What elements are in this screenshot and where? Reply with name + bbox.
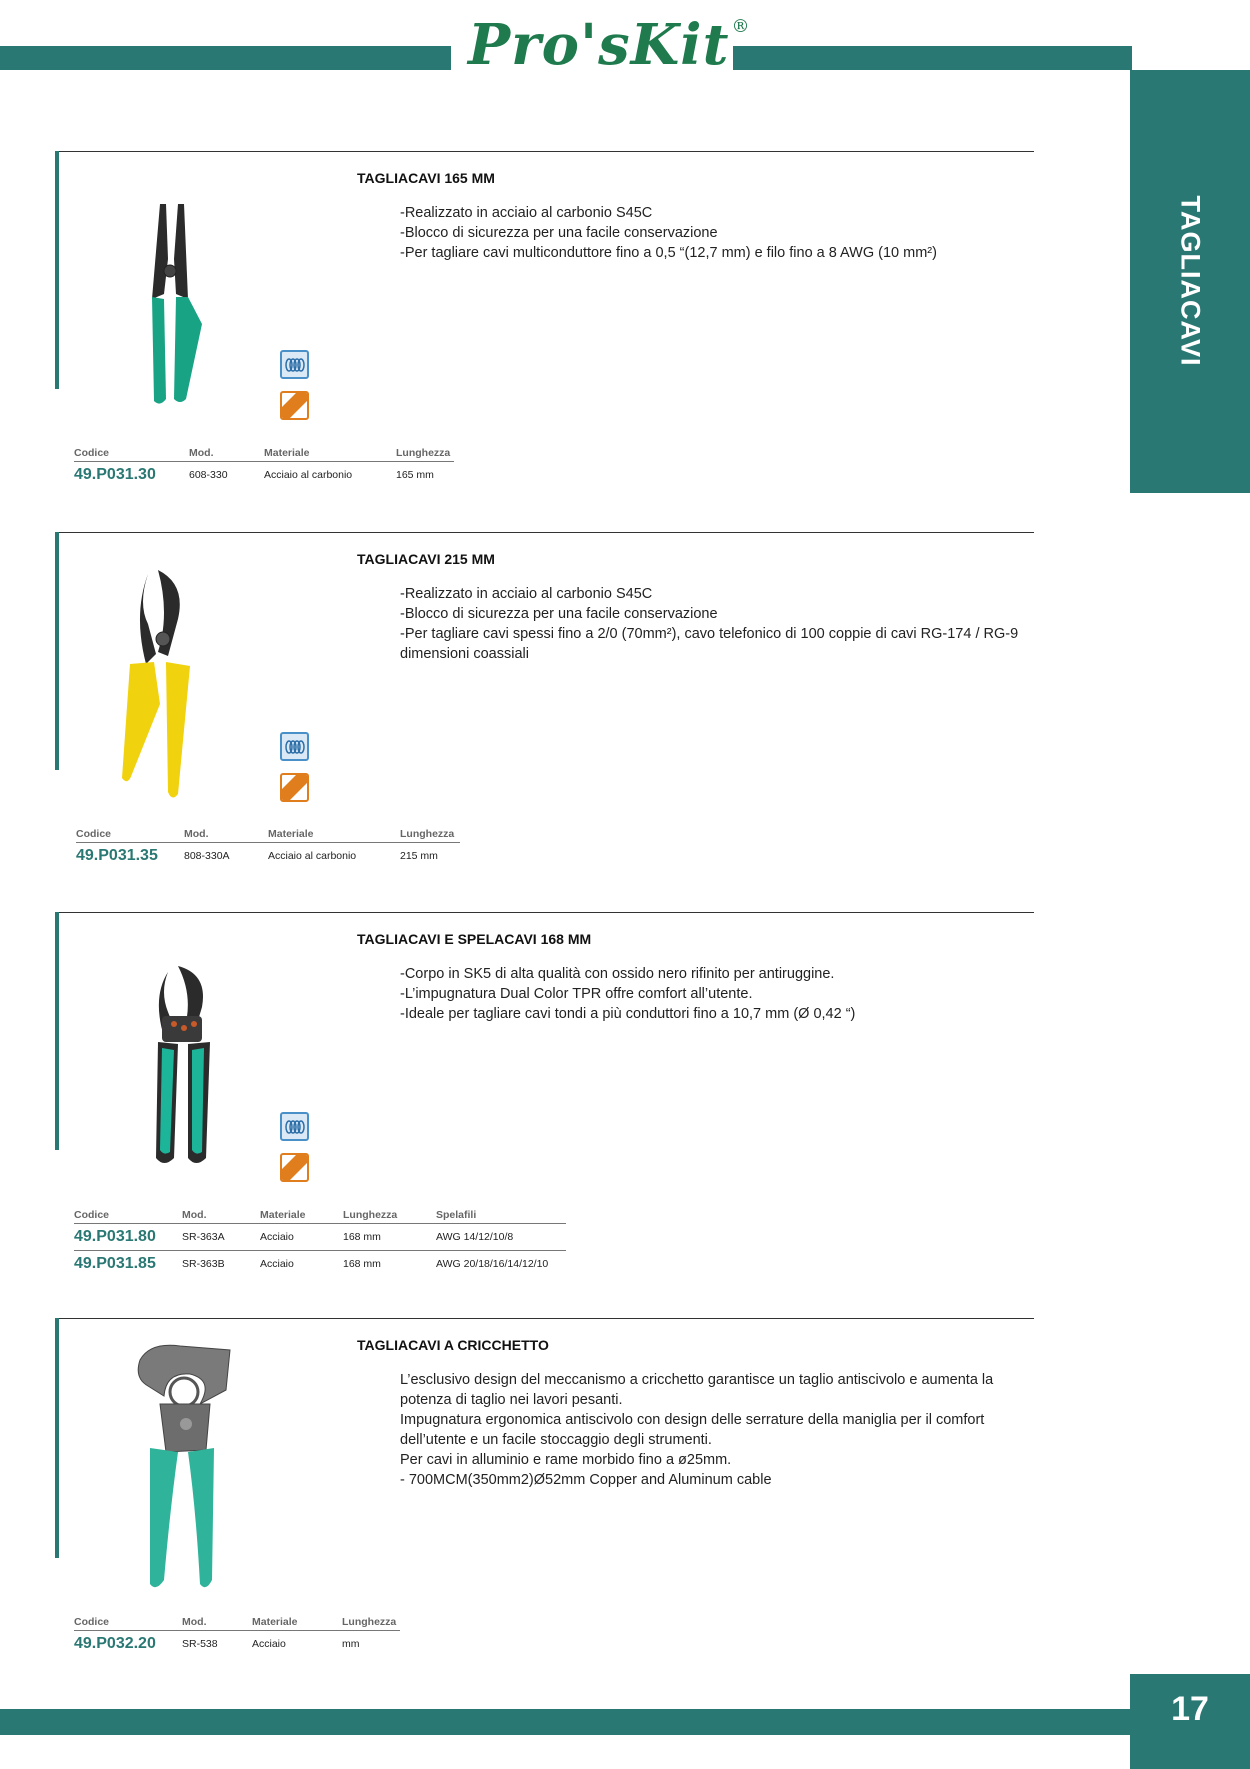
product-section [0,1318,1130,1688]
spec-header-row [76,828,460,843]
col-header-material: Materiale [260,1209,343,1224]
col-header-code: Codice [74,447,189,462]
feature-item: Impugnatura ergonomica antiscivolo con design delle serrature della maniglia per il comfort dell’utente e un facile stoccaggio degli strumenti. [400,1412,985,1448]
table-row [74,1251,566,1278]
col-header-stripper: Spelafili [436,1209,566,1224]
col-header-material: Materiale [252,1616,342,1631]
feature-list [400,1370,1030,1490]
spec-header-row [74,1616,400,1631]
spec-table [76,828,460,869]
product-section [0,912,1130,1282]
material-icon [280,391,309,420]
material-cell: Acciaio [252,1638,286,1650]
page-number: 17 [1171,1690,1209,1728]
cable-cut-icon [280,1112,309,1141]
product-title: TAGLIACAVI 165 MM [357,170,495,186]
col-header-length: Lunghezza [342,1616,400,1631]
brand-logo: Pro'sKit ® [468,12,751,78]
feature-item: L’esclusivo design del meccanismo a cricchetto garantisce un taglio antiscivolo e aumenta la potenza di taglio nei lavori pesanti. [400,1372,994,1408]
model-cell: 808-330A [184,850,230,862]
spec-header-row [74,447,454,462]
model-cell: SR-538 [182,1638,218,1650]
cable-cut-icon [280,732,309,761]
section-divider [59,1318,1034,1319]
product-section [0,532,1130,872]
section-divider [59,151,1034,152]
feature-list [400,203,1030,263]
feature-item: -Corpo in SK5 di alta qualità con ossido nero rifinito per antiruggine. [400,966,835,982]
footer-bar [0,1709,1130,1735]
section-accent-line [55,1318,59,1558]
ratchet-cutter-image [120,1340,250,1600]
col-header-code: Codice [74,1209,182,1224]
model-cell: SR-363A [182,1224,260,1251]
material-cell: Acciaio al carbonio [268,850,357,862]
col-header-material: Materiale [264,447,396,462]
feature-item: -Realizzato in acciaio al carbonio S45C [400,586,653,602]
material-icon [280,773,309,802]
spec-table [74,1209,566,1277]
length-cell: 168 mm [343,1224,436,1251]
col-header-length: Lunghezza [396,447,454,462]
wire-cutter-image [130,199,210,409]
feature-list [400,584,1030,664]
cable-cutter-image [108,564,218,804]
col-header-length: Lunghezza [400,828,460,843]
feature-item: -Ideale per tagliare cavi tondi a più conduttori fino a 10,7 mm (Ø 0,42 “) [400,1006,856,1022]
material-cell: Acciaio [260,1224,343,1251]
material-cell: Acciaio [260,1258,294,1270]
model-cell: SR-363B [182,1258,225,1270]
product-code: 49.P031.85 [74,1255,156,1272]
spec-table [74,1616,400,1657]
feature-item: -Blocco di sicurezza per una facile conservazione [400,225,718,241]
header-bar [733,46,1132,70]
product-title: TAGLIACAVI 215 MM [357,551,495,567]
stripper-cell: AWG 20/18/16/14/12/10 [436,1258,549,1270]
length-cell: 215 mm [400,850,438,862]
product-code: 49.P031.30 [74,466,156,483]
feature-item: -Per tagliare cavi multiconduttore fino a 0,5 “(12,7 mm) e filo fino a 8 AWG (10 mm²) [400,245,937,261]
cable-cut-icon [280,350,309,379]
feature-item: -Per tagliare cavi spessi fino a 2/0 (70mm²), cavo telefonico di 100 coppie di cavi RG-174 / RG-9 dimensioni coassiali [400,626,1019,662]
feature-item: - 700MCM(350mm2)Ø52mm Copper and Aluminum cable [400,1472,772,1488]
product-section [0,151,1130,491]
product-code: 49.P031.80 [74,1224,182,1251]
section-accent-line [55,532,59,770]
product-title: TAGLIACAVI E SPELACAVI 168 MM [357,931,592,947]
col-header-model: Mod. [184,828,268,843]
col-header-material: Materiale [268,828,400,843]
feature-item: -Blocco di sicurezza per una facile conservazione [400,606,718,622]
col-header-code: Codice [76,828,184,843]
length-cell: 168 mm [343,1258,381,1270]
material-cell: Acciaio al carbonio [264,469,353,481]
product-code: 49.P031.35 [76,847,158,864]
table-row [74,1224,566,1251]
spec-header-row [74,1209,566,1224]
feature-list [400,964,1030,1024]
section-accent-line [55,912,59,1150]
col-header-model: Mod. [182,1616,252,1631]
material-icon [280,1153,309,1182]
feature-item: Per cavi in alluminio e rame morbido fino a ø25mm. [400,1452,732,1468]
col-header-model: Mod. [189,447,264,462]
length-cell: mm [342,1638,360,1650]
col-header-length: Lunghezza [343,1209,436,1224]
category-tab-label: TAGLIACAVI [1175,195,1206,367]
col-header-model: Mod. [182,1209,260,1224]
col-header-code: Codice [74,1616,182,1631]
feature-item: -L’impugnatura Dual Color TPR offre comfort all’utente. [400,986,753,1002]
length-cell: 165 mm [396,469,434,481]
cable-stripper-image [140,962,230,1172]
stripper-cell: AWG 14/12/10/8 [436,1224,566,1251]
section-accent-line [55,151,59,389]
product-title: TAGLIACAVI A CRICCHETTO [357,1337,549,1353]
section-divider [59,912,1034,913]
feature-item: -Realizzato in acciaio al carbonio S45C [400,205,653,221]
table-row [76,843,460,870]
spec-table [74,447,454,488]
section-divider [59,532,1034,533]
table-row [74,462,454,489]
product-code: 49.P032.20 [74,1635,156,1652]
table-row [74,1631,400,1658]
model-cell: 608-330 [189,469,228,481]
header-bar [0,46,451,70]
